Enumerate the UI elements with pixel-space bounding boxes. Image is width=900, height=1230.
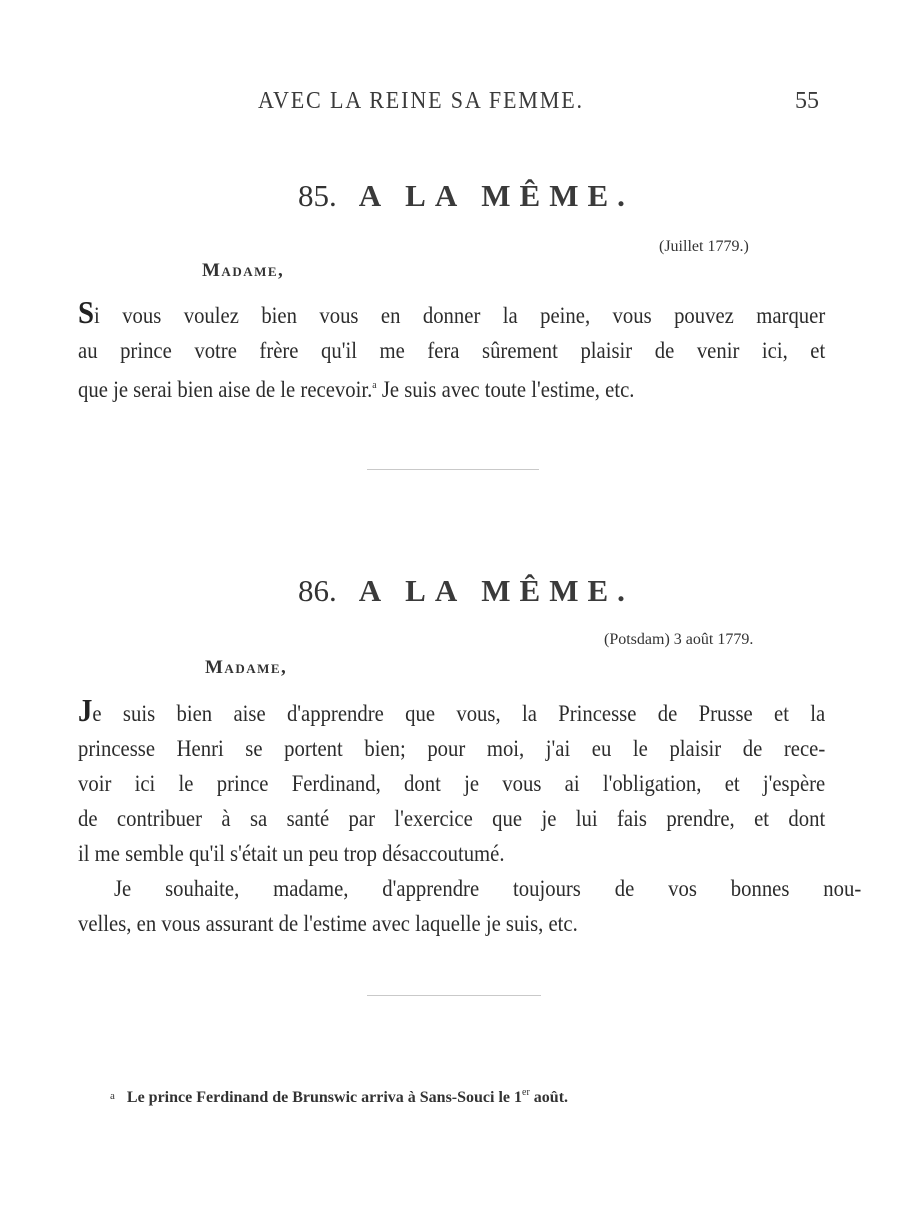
footnote-marker: a xyxy=(110,1090,115,1102)
letter-86-date: (Potsdam) 3 août 1779. xyxy=(604,631,754,648)
running-head-title: AVEC LA REINE SA FEMME. xyxy=(258,88,584,114)
body-line: Si vous voulez bien vous en donner la peine, vous pouvez marquer xyxy=(78,294,826,330)
letter-85-date: (Juillet 1779.) xyxy=(659,238,749,255)
drop-initial: S xyxy=(78,294,95,330)
body-line: Je suis bien aise d'apprendre que vous, la Princesse de Prusse et la xyxy=(78,692,826,728)
letter-number: 86. xyxy=(298,573,337,608)
footnote-ref[interactable]: a xyxy=(372,379,377,391)
letter-title: A LA MÊME. xyxy=(358,178,634,213)
body-line: Je souhaite, madame, d'apprendre toujours de vos bonnes nou- xyxy=(114,876,862,901)
letter-85-heading xyxy=(298,178,634,214)
letter-title: A LA MÊME. xyxy=(358,573,634,608)
body-line: au prince votre frère qu'il me fera sûrement plaisir de venir ici, et xyxy=(78,338,826,363)
section-divider xyxy=(367,995,541,996)
letter-86-salutation: Madame, xyxy=(205,657,288,678)
page-number: 55 xyxy=(795,88,819,114)
body-line: de contribuer à sa santé par l'exercice que je lui fais prendre, et dont xyxy=(78,806,826,831)
letter-number: 85. xyxy=(298,178,337,213)
letter-86-body xyxy=(78,692,862,941)
letter-85-body xyxy=(78,295,826,407)
letter-86-heading xyxy=(298,573,634,609)
letter-85-salutation: Madame, xyxy=(202,260,285,281)
body-line: que je serai bien aise de le recevoir.$^a$ Je suis avec toute l'estime, etc. xyxy=(78,377,635,402)
section-divider xyxy=(367,469,539,470)
footnote: a Le prince Ferdinand de Brunswic arriva à Sans-Souci le 1er août. xyxy=(110,1087,569,1106)
body-line: velles, en vous assurant de l'estime avec laquelle je suis, etc. xyxy=(78,911,578,936)
drop-initial: J xyxy=(78,692,93,728)
body-line: princesse Henri se portent bien; pour moi, j'ai eu le plaisir de rece- xyxy=(78,736,826,761)
body-line: voir ici le prince Ferdinand, dont je vous ai l'obligation, et j'espère xyxy=(78,771,826,796)
body-line: il me semble qu'il s'était un peu trop désaccoutumé. xyxy=(78,841,505,866)
